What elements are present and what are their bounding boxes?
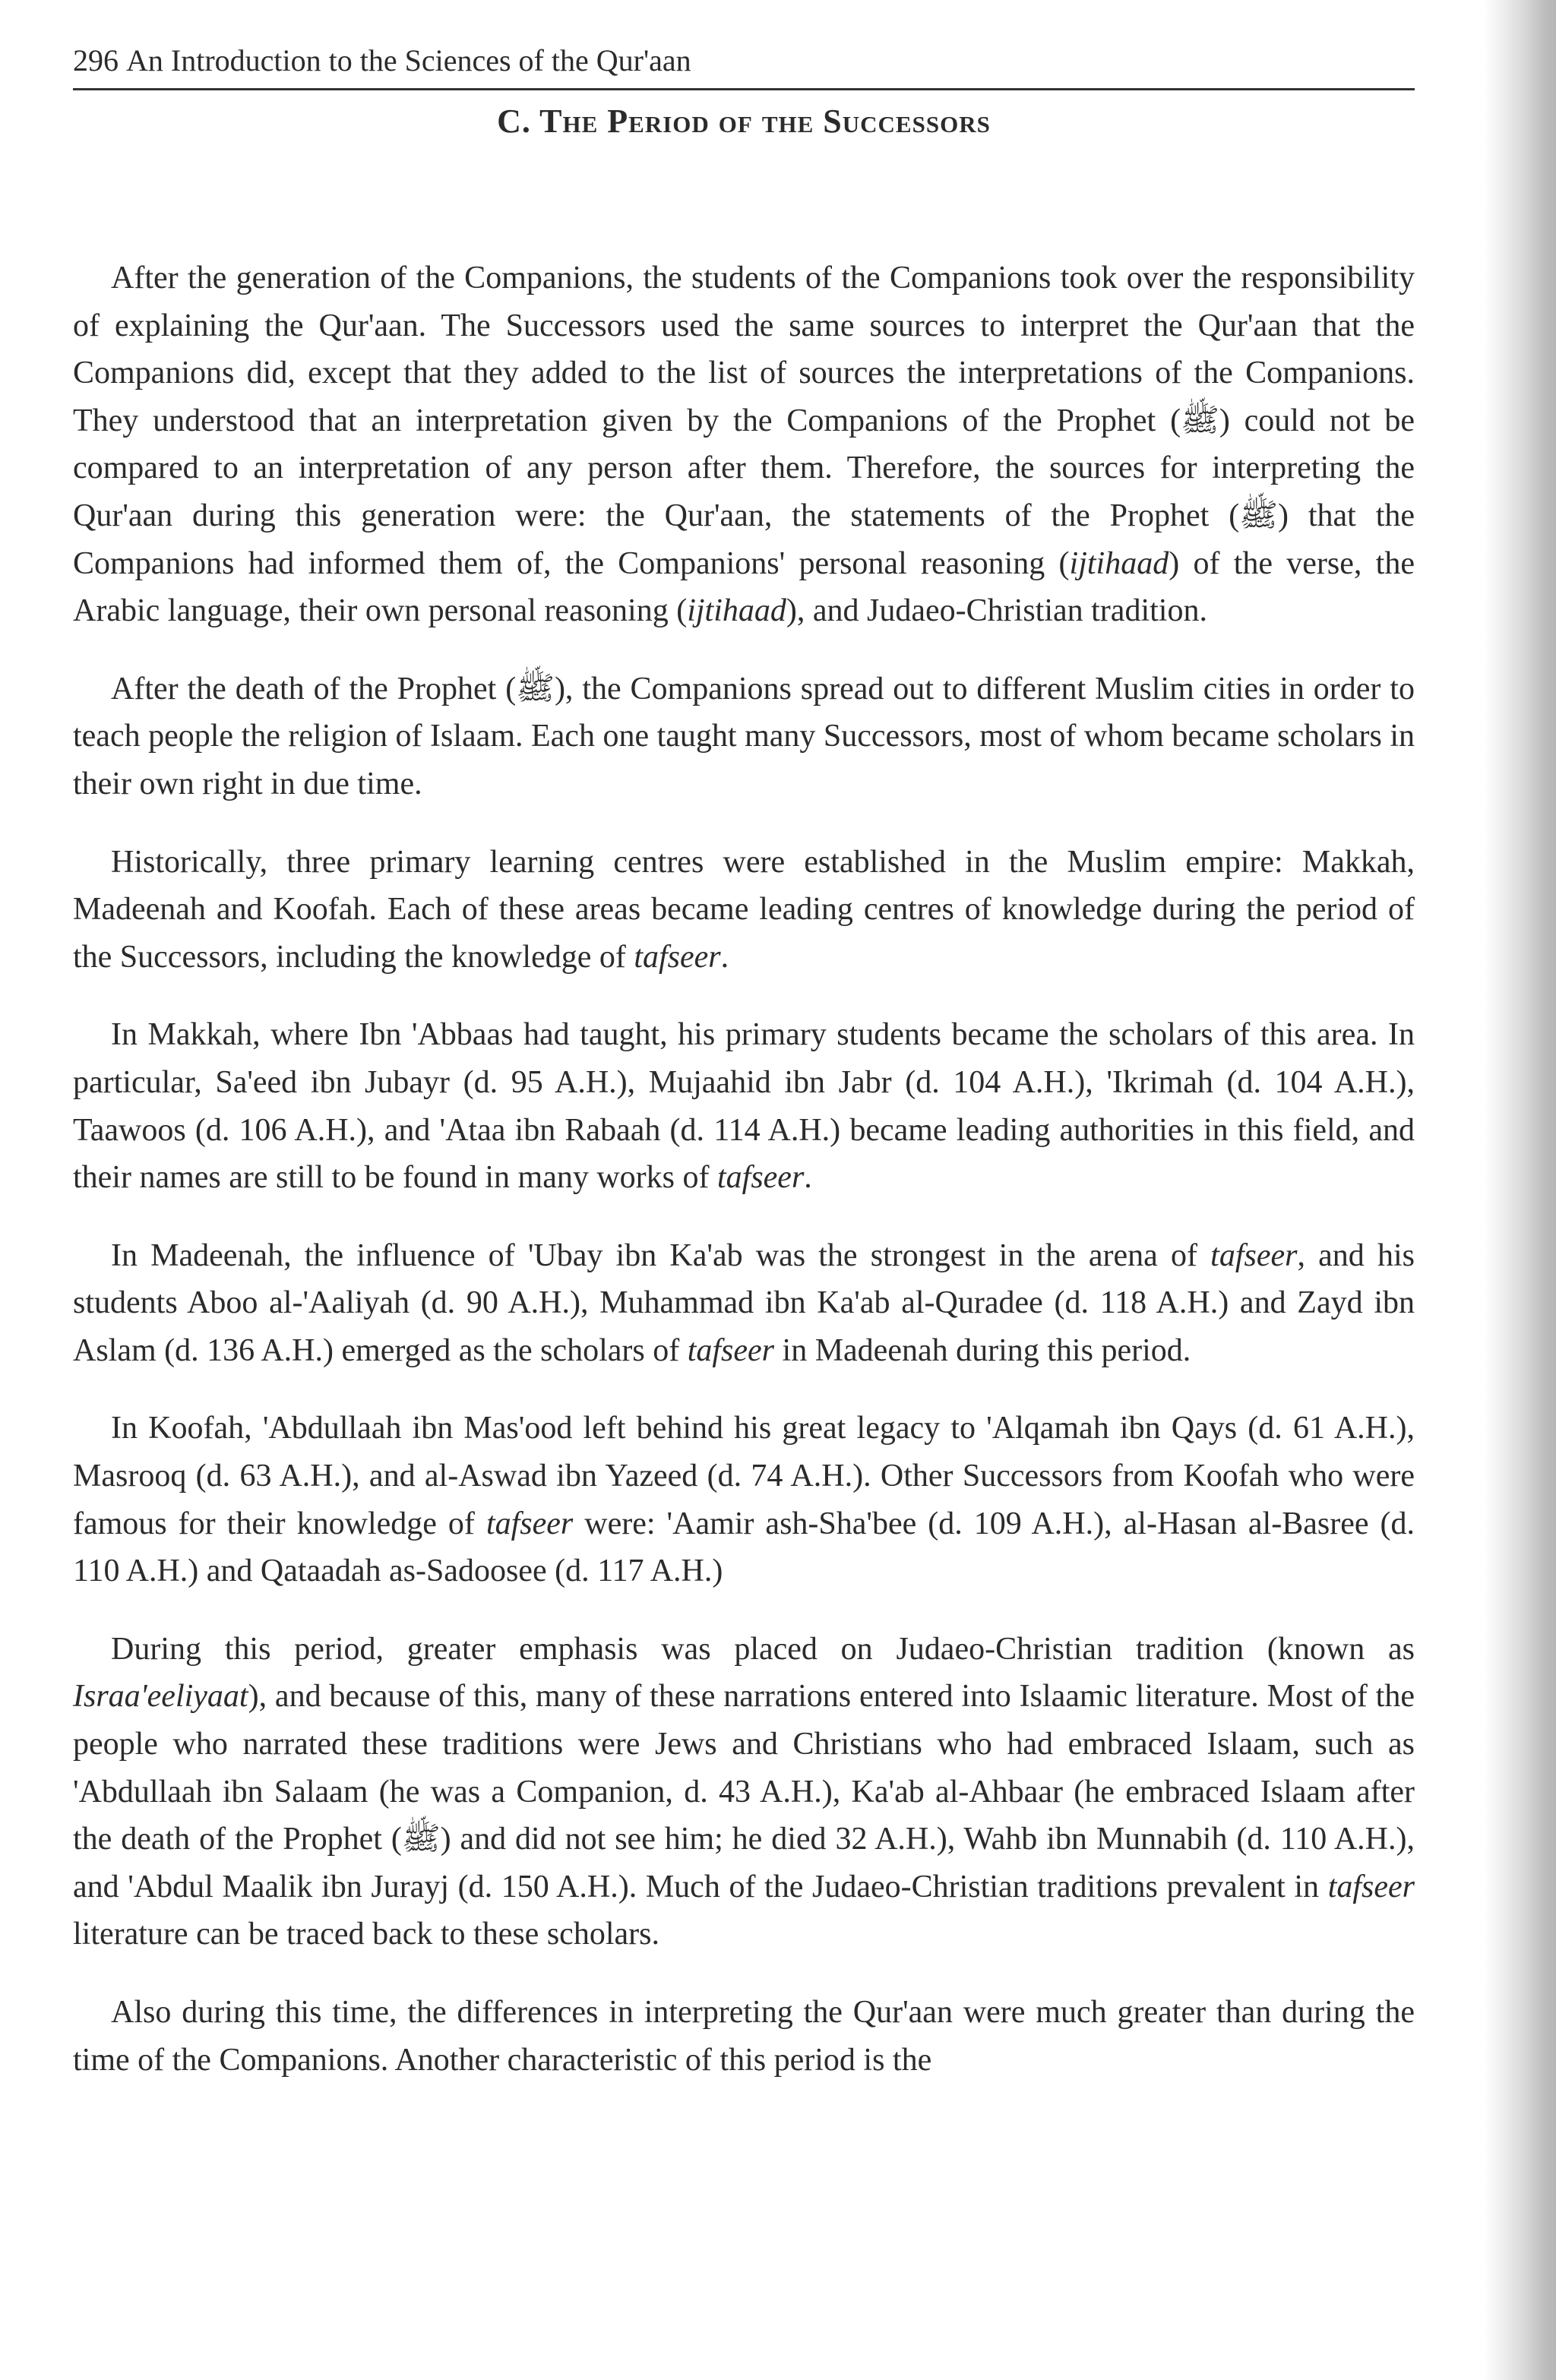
term-israaeeliyaat: Israa'eeliyaat	[73, 1679, 248, 1715]
paragraph-israaeeliyaat: During this period, greater emphasis was placed on Judaeo-Christian tradition (known as Israa'eeliyaat), and because of this, many of these narrations entered into Islaamic literature. Most of the people who narrated these traditions were Jews and Christians who had embraced Islaam, such as 'Abdullaah ibn Salaam (he was a Companion, d. 43 A.H.), Ka'ab al-Ahbaar (he embraced Islaam after the death of the Prophet (ﷺ) and did not see him; he died 32 A.H.), Wahb ibn Munnabih (d. 110 A.H.), and 'Abdul Maalik ibn Jurayj (d. 150 A.H.). Much of the Judaeo-Christian traditions prevalent in tafseer literature can be traced back to these scholars.	[73, 1631, 1415, 1952]
paragraph-madeenah: In Madeenah, the influence of 'Ubay ibn Ka'ab was the strongest in the arena of tafseer, and his students Aboo al-'Aaliyah (d. 90 A.H.), Muhammad ibn Ka'ab al-Quradee (d. 118 A.H.) and Zayd ibn Aslam (d. 136 A.H.) emerged as the scholars of tafseer in Madeenah during this period.	[73, 1237, 1415, 1368]
term-tafseer: tafseer	[634, 939, 721, 975]
term-tafseer: tafseer	[716, 1160, 805, 1196]
paragraph-makkah: In Makkah, where Ibn 'Abbaas had taught, his primary students became the scholars of this area. In particular, Sa'eed ibn Jubayr (d. 95 A.H.), Mujaahid ibn Jabr (d. 104 A.H.), 'Ikrimah (d. 104 A.H.), Taawoos (d. 106 A.H.), and 'Ataa ibn Rabaah (d. 114 A.H.) became leading authorities in this field, and their names are still to be found in many works of tafseer.	[73, 1017, 1415, 1196]
term-tafseer: tafseer	[485, 1506, 574, 1541]
running-header	[73, 38, 1415, 90]
running-title: An Introduction to the Sciences of the Qur'aan	[126, 43, 691, 77]
paragraph-spread: After the death of the Prophet (ﷺ), the Companions spread out to different Muslim cities in order to teach people the religion of Islaam. Each one taught many Successors, most of whom became scholars in their own right in due time.	[73, 671, 1415, 801]
term-tafseer: tafseer	[1327, 1869, 1415, 1904]
page-edge-shadow	[1484, 0, 1556, 2380]
term-tafseer: tafseer	[687, 1332, 775, 1368]
paragraph-koofah: In Koofah, 'Abdullaah ibn Mas'ood left behind his great legacy to 'Alqamah ibn Qays (d. 61 A.H.), Masrooq (d. 63 A.H.), and al-Aswad ibn Yazeed (d. 74 A.H.). Other Successors from Koofah who were famous for their knowledge of tafseer were: 'Aamir ash-Sha'bee (d. 109 A.H.), al-Hasan al-Basree (d. 110 A.H.) and Qataadah as-Sadoosee (d. 117 A.H.)	[73, 1411, 1415, 1589]
book-page	[73, 38, 1415, 2078]
term-tafseer: tafseer	[1210, 1237, 1298, 1273]
paragraph-centres: Historically, three primary learning centres were established in the Muslim empire: Makkah, Madeenah and Koofah. Each of these areas became leading centres of knowledge during the period of the Successors, including the knowledge of tafseer.	[73, 844, 1415, 975]
paragraph-sources: After the generation of the Companions, the students of the Companions took over the responsibility of explaining the Qur'aan. The Successors used the same sources to interpret the Qur'aan that the Companions did, except that they added to the list of sources the interpretations of the Companions. They understood that an interpretation given by the Companions of the Prophet (ﷺ) could not be compared to an interpretation of any person after them. Therefore, the sources for interpreting the Qur'aan during this generation were: the Qur'aan, the statements of the Prophet (ﷺ) that the Companions had informed them of, the Companions' personal reasoning (ijtihaad) of the verse, the Arabic language, their own personal reasoning (ijtihaad), and Judaeo-Christian tradition.	[73, 261, 1415, 629]
section-heading: C. The Period of the Successors	[497, 103, 991, 140]
paragraph-differences: Also during this time, the differences in interpreting the Qur'aan were much greater than during the time of the Companions. Another characteristic of this period is the	[73, 1995, 1415, 2078]
term-ijtihaad: ijtihaad	[1069, 545, 1169, 581]
body-text	[73, 254, 1415, 2114]
term-ijtihaad: ijtihaad	[687, 593, 786, 629]
page-number: 296	[73, 43, 119, 77]
